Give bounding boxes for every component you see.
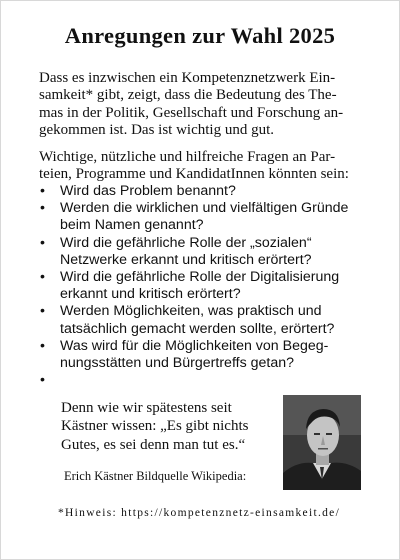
questions-paragraph: [39, 149, 364, 184]
intro-line: Dass es inzwischen ein Kompetenznetzwerk Ein-: [39, 70, 336, 86]
list-item-text: • Wird die gefährliche Rolle der Digitalisierung: [60, 269, 340, 286]
list-item-text: • Was wird für die Möglichkeiten von Begeg-: [60, 337, 329, 354]
list-item: [39, 338, 369, 372]
list-item: [39, 183, 369, 200]
list-item-text: • Werden die wirklichen und vielfältigen Gründe: [60, 200, 349, 217]
kaestner-quote: [61, 399, 281, 454]
list-item-text: Netzwerke erkannt und kritisch erörtert?: [60, 251, 312, 268]
intro-line: mas in der Politik, Gesellschaft und Forschung an-: [39, 104, 344, 121]
list-item: [39, 303, 369, 337]
list-item-text: • Wird das Problem benannt?: [60, 183, 236, 199]
photo-caption: Erich Kästner Bildquelle Wikipedia:: [64, 469, 247, 483]
list-item: [39, 235, 369, 269]
questions-line: Wichtige, nützliche und hilfreiche Fragen an Par-: [39, 149, 336, 165]
list-item-text: tatsächlich gemacht werden sollte, erörtert?: [60, 320, 335, 337]
questions-line: teien, Programme und KandidatInnen könnten sein:: [39, 166, 349, 183]
quote-line: Kästner wissen: „Es gibt nichts: [61, 418, 249, 435]
question-list: [39, 183, 369, 389]
list-item-text: beim Namen genannt?: [60, 217, 204, 234]
portrait-photo: [283, 395, 361, 490]
page-title: Anregungen zur Wahl 2025: [64, 23, 336, 48]
intro-line: samkeit* gibt, zeigt, dass die Bedeutung des The-: [39, 87, 337, 104]
list-item-text: nungsstätten und Bürgertreffs getan?: [60, 355, 294, 372]
intro-line: gekommen ist. Das ist wichtig und gut.: [39, 122, 274, 139]
list-item: [39, 269, 369, 303]
portrait-image: [283, 395, 361, 490]
quote-line: Denn wie wir spätestens seit: [61, 400, 232, 416]
footnote: *Hinweis: https://kompetenznetz-einsamkeit.de/: [58, 507, 341, 519]
intro-paragraph: [39, 70, 361, 140]
list-item-empty: [39, 372, 369, 389]
quote-line: Gutes, es sei denn man tut es.“: [61, 436, 246, 453]
list-item: [39, 200, 369, 234]
list-item-text: • Werden Möglichkeiten, was praktisch und: [60, 303, 322, 320]
list-item-text: • Wird die gefährliche Rolle der „sozialen“: [60, 234, 312, 251]
list-item-text: erkannt und kritisch erörtert?: [60, 286, 241, 303]
